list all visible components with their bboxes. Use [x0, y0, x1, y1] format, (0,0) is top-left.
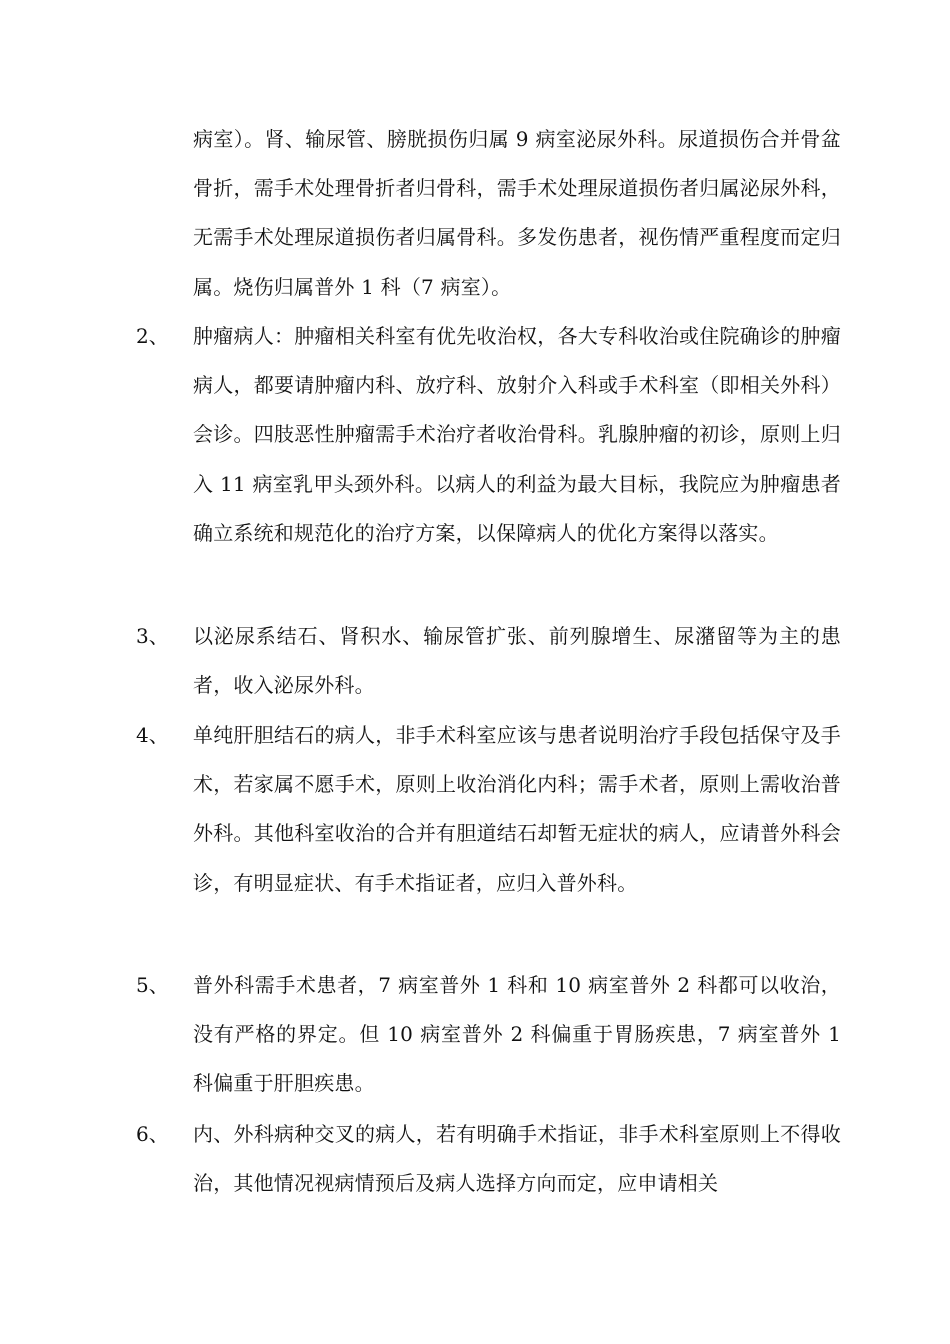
paragraph-text: 肿瘤病人：肿瘤相关科室有优先收治权，各大专科收治或住院确诊的肿瘤病人，都要请肿瘤内科、放疗科、放射介入科或手术科室（即相关外科）会诊。四肢恶性肿瘤需手术治疗者收治骨科。乳腺肿瘤的初诊，原则上归入 11 病室乳甲头颈外科。以病人的利益为最大目标，我院应为肿瘤患者确立系统和规范化的治疗方案，以保障病人的优化方案得以落实。 [193, 324, 841, 545]
item-number: 3、 [136, 624, 169, 648]
paragraph-text: 病室）。肾、输尿管、膀胱损伤归属 9 病室泌尿外科。尿道损伤合并骨盆骨折，需手术处理骨折者归骨科，需手术处理尿道损伤者归属泌尿外科，无需手术处理尿道损伤者归属骨科。多发伤患者，视伤情严重程度而定归属。烧伤归属普外 1 科（7 病室）。 [193, 127, 841, 299]
item-number: 2、 [136, 324, 169, 348]
item-number: 4、 [136, 723, 169, 747]
item-number: 5、 [136, 973, 169, 997]
paragraph-text: 单纯肝胆结石的病人，非手术科室应该与患者说明治疗手段包括保守及手术，若家属不愿手术，原则上收治消化内科；需手术者，原则上需收治普外科。其他科室收治的合并有胆道结石却暂无症状的病人，应请普外科会诊，有明显症状、有手术指证者，应归入普外科。 [193, 723, 841, 895]
paragraph-text: 以泌尿系结石、肾积水、输尿管扩张、前列腺增生、尿潴留等为主的患者，收入泌尿外科。 [193, 624, 841, 698]
item-number: 6、 [136, 1122, 169, 1146]
paragraph-text: 内、外科病种交叉的病人，若有明确手术指证，非手术科室原则上不得收治，其他情况视病情预后及病人选择方向而定，应申请相关 [193, 1122, 841, 1196]
paragraph-text: 普外科需手术患者，7 病室普外 1 科和 10 病室普外 2 科都可以收治，没有严格的界定。但 10 病室普外 2 科偏重于胃肠疾患，7 病室普外 1 科偏重于肝胆疾患。 [193, 973, 841, 1096]
